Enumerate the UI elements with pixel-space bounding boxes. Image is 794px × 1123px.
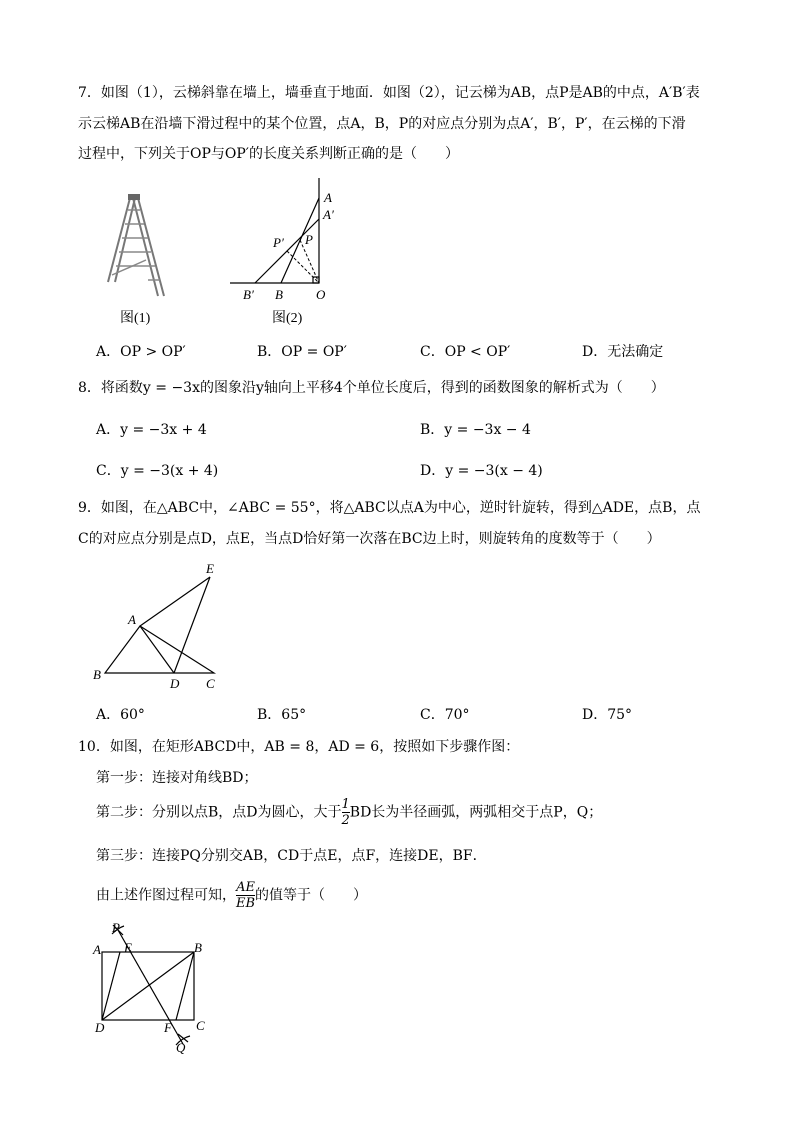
q9-label-D: D [170,676,180,691]
q7-option-c[interactable]: C．OP < OP′ [420,344,511,360]
q10-label-D: D [95,1020,105,1035]
q9-text-line-1: 9．如图，在△ABC中，∠ABC = 55°，将△ABC以点A为中心，逆时针旋转，得到△ADE，点B，点 [78,500,701,516]
q10-step-2-fraction-numerator: 1 [341,797,350,812]
q7-label-A: A [324,190,332,205]
q8-option-b[interactable]: B．y = −3x − 4 [420,422,531,438]
q10-label-F: F [164,1020,172,1035]
q10-step-3: 第三步：连接PQ分别交AB，CD于点E，点F，连接DE，BF． [96,848,487,864]
q10-question-fraction [236,880,255,911]
q10-label-E: E [124,940,132,955]
q7-label-P: P [305,232,313,247]
q10-question-text-b: 的值等于（ ） [255,887,368,904]
q7-label-O: O [316,287,326,302]
q7-text-line-1: 7．如图（1），云梯斜靠在墙上，墙垂直于地面．如图（2），记云梯为AB，点P是AB的中点，A′B′表 [78,85,700,101]
q8-text-line-1: 8．将函数y = −3x的图象沿y轴向上平移4个单位长度后，得到的函数图象的解析式为（ ） [78,380,665,396]
q7-label-P-prime: P′ [273,235,284,250]
q9-label-B: B [93,667,101,682]
q7-label-A-prime: A′ [323,207,334,222]
q9-option-b[interactable]: B．65° [257,707,307,723]
q9-option-a[interactable]: A．60° [96,707,145,723]
q9-label-E: E [206,561,214,576]
q7-option-b[interactable]: B．OP = OP′ [257,344,347,360]
q7-text-line-2: 示云梯AB在沿墙下滑过程中的某个位置，点A，B，P的对应点分别为点A′，B′，P′，在云梯的下滑 [78,116,686,132]
q7-option-a[interactable]: A．OP > OP′ [96,344,186,360]
q7-option-d[interactable]: D．无法确定 [582,344,664,360]
q9-option-d[interactable]: D．75° [582,707,633,723]
q7-label-B: B [275,287,283,302]
q10-text-line-1: 10．如图，在矩形ABCD中，AB = 8，AD = 6，按照如下步骤作图： [78,739,520,755]
q10-step-2-text-b: BD长为半径画弧，两弧相交于点P，Q； [349,804,603,821]
q9-option-c[interactable]: C．70° [420,707,470,723]
q10-question-fraction-numerator: AE [236,880,255,895]
q10-question-text-a: 由上述作图过程可知， [96,887,236,904]
q9-text-line-2: C的对应点分别是点D，点E，当点D恰好第一次落在BC边上时，则旋转角的度数等于（ ） [78,531,661,547]
q10-label-P: P [112,920,120,935]
q9-label-A: A [128,612,136,627]
q10-step-2-fraction [342,797,350,828]
q7-figure-2-caption: 图(2) [272,311,303,326]
q7-text-line-3: 过程中，下列关于OP与OP′的长度关系判断正确的是（ ） [78,146,459,162]
q7-figure-1-ladder [100,190,170,300]
q10-label-A: A [93,942,101,957]
q9-label-C: C [206,676,215,691]
q10-step-2 [96,797,602,828]
q10-label-B: B [194,940,202,955]
q10-question-fraction-denominator: EB [236,896,256,911]
q10-label-Q: Q [176,1040,186,1055]
q8-option-d[interactable]: D．y = −3(x − 4) [420,463,543,479]
q10-question [96,880,367,911]
q9-figure-triangles [90,560,230,690]
q10-step-2-fraction-denominator: 2 [341,813,350,828]
q8-option-a[interactable]: A．y = −3x + 4 [96,422,207,438]
q10-figure-rectangle [90,922,220,1057]
q10-step-2-text-a: 第二步：分别以点B，点D为圆心，大于 [96,804,342,821]
q10-step-1: 第一步：连接对角线BD； [96,770,258,786]
q7-figure-2-geometry [225,175,340,305]
q7-label-B-prime: B′ [243,287,254,302]
q7-figure-1-caption: 图(1) [120,311,151,326]
q10-label-C: C [196,1018,205,1033]
q8-option-c[interactable]: C．y = −3(x + 4) [96,463,219,479]
